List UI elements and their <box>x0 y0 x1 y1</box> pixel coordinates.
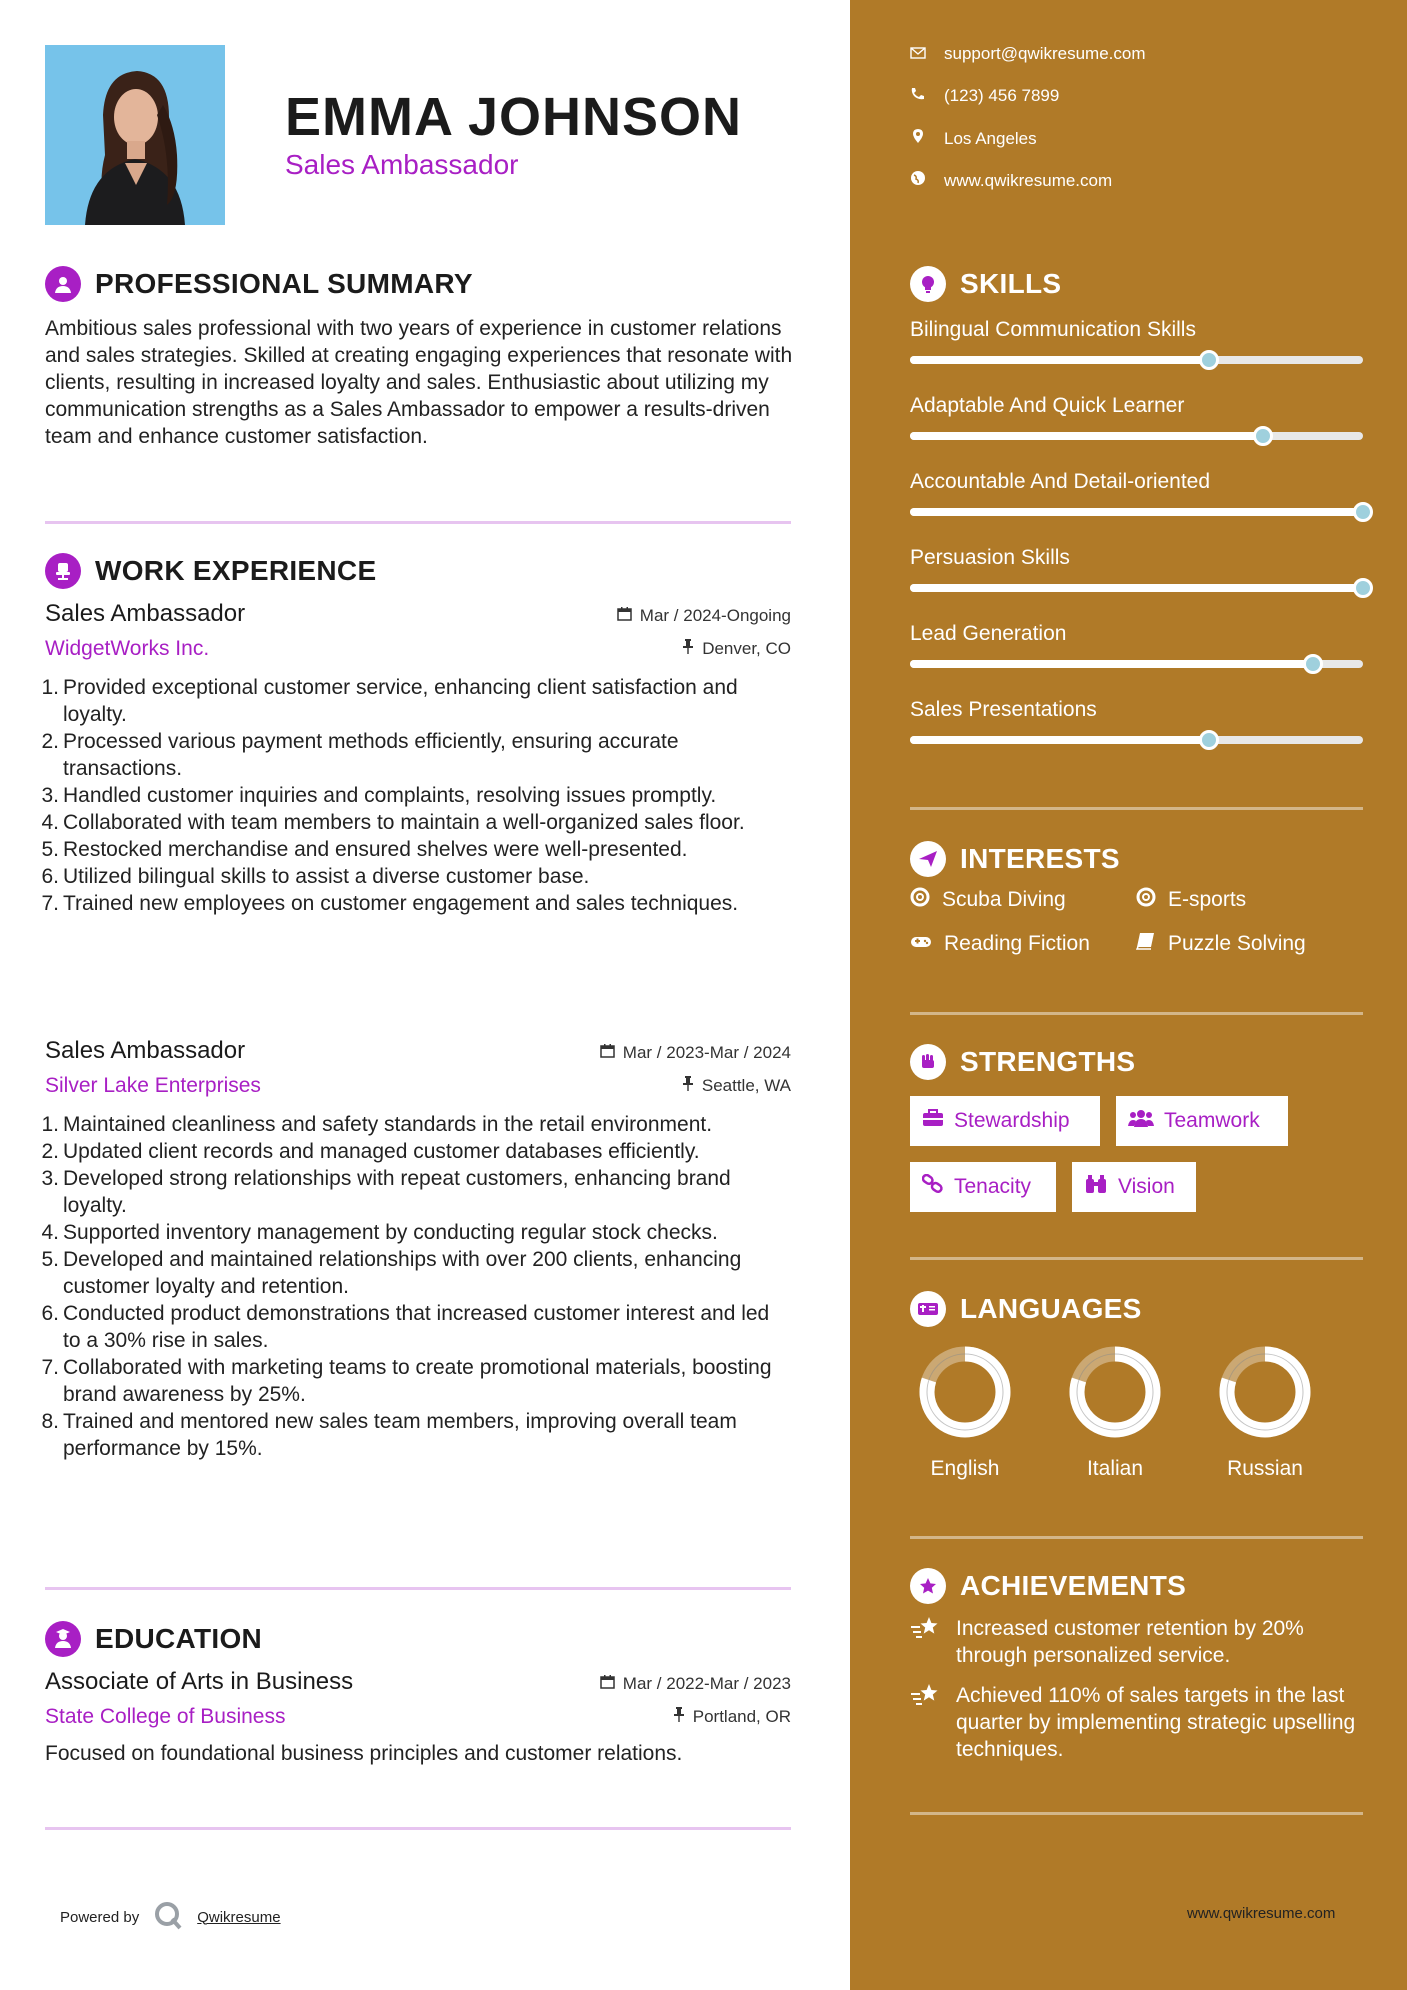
language-gauge-outline <box>927 1354 1003 1430</box>
strength-chip <box>910 1162 1056 1212</box>
strengths-heading <box>910 1044 1135 1080</box>
paper-plane-icon <box>910 841 946 877</box>
section-divider <box>910 1536 1363 1539</box>
skill-item <box>910 698 1363 744</box>
skill-level-bar <box>910 584 1363 592</box>
contact-phone <box>910 86 1059 106</box>
achievement-text: Increased customer retention by 20% through personalized service. <box>956 1617 1304 1667</box>
section-divider <box>45 521 791 524</box>
calendar-icon <box>600 1674 615 1694</box>
list-item: 7. Collaborated with marketing teams to create promotional materials, boosting brand awareness by 25%. <box>41 1356 772 1406</box>
briefcase-icon <box>922 1109 944 1133</box>
skill-label: Persuasion Skills <box>910 546 1070 569</box>
language-item <box>1060 1342 1170 1481</box>
language-level-gauge <box>910 1342 1020 1442</box>
powered-by <box>60 1900 281 1934</box>
interests-title: INTERESTS <box>960 843 1120 874</box>
skill-level-knob <box>1199 730 1219 750</box>
fist-icon <box>910 1044 946 1080</box>
language-label: English <box>930 1457 1000 1480</box>
skill-label: Adaptable And Quick Learner <box>910 394 1185 417</box>
job-title: Sales Ambassador <box>45 1037 246 1064</box>
contact-email <box>910 44 1146 64</box>
education-location <box>673 1707 791 1727</box>
skill-level-knob <box>1303 654 1323 674</box>
education-date-text: Mar / 2022-Mar / 2023 <box>622 1674 791 1693</box>
star-badge-icon <box>910 1568 946 1604</box>
job-role: Sales Ambassador <box>285 149 519 180</box>
lightbulb-icon <box>910 266 946 302</box>
skill-level-bar <box>910 356 1363 364</box>
job-location-text: Denver, CO <box>702 639 791 658</box>
strengths-title: STRENGTHS <box>960 1046 1136 1077</box>
qwikresume-link[interactable]: Qwikresume <box>197 1908 281 1926</box>
envelope-icon <box>910 44 926 64</box>
shooting-star-icon <box>910 1682 942 1763</box>
profile-photo <box>45 45 225 225</box>
contact-website <box>910 170 1112 191</box>
skill-level-bar <box>910 432 1363 440</box>
skill-level-fill <box>910 584 1363 592</box>
location-text: Los Angeles <box>944 128 1037 148</box>
summary-text: Ambitious sales professional with two years of experience in customer relations and sales strategies. Skilled at creating engaging experiences that resonate with clients, resulting in increased loyalty and sales. Enthusiastic about utilizing my communication strengths as a Sales Ambassador to empower a results-driven team and enhance customer satisfaction. <box>45 317 793 448</box>
globe-icon <box>910 170 926 191</box>
strength-chip <box>1116 1096 1288 1146</box>
list-item: 2. Processed various payment methods efficiently, ensuring accurate transactions. <box>41 730 679 780</box>
interest-item <box>910 932 1090 956</box>
location-pin-icon <box>910 128 926 149</box>
chair-icon <box>45 553 81 589</box>
skill-level-fill <box>910 508 1363 516</box>
job-company: Silver Lake Enterprises <box>45 1074 261 1097</box>
skill-label: Lead Generation <box>910 622 1067 645</box>
phone-icon <box>910 86 926 106</box>
skill-level-knob <box>1253 426 1273 446</box>
achievements-title: ACHIEVEMENTS <box>960 1570 1187 1601</box>
strength-label: Stewardship <box>954 1109 1070 1132</box>
calendar-icon <box>617 606 632 626</box>
section-divider <box>910 1257 1363 1260</box>
list-item: 5. Restocked merchandise and ensured shelves were well-presented. <box>41 838 688 861</box>
skills-title: SKILLS <box>960 268 1062 299</box>
skill-label: Accountable And Detail-oriented <box>910 470 1211 493</box>
qwikresume-logo-icon <box>153 1900 183 1934</box>
list-item: 6. Utilized bilingual skills to assist a diverse customer base. <box>41 865 590 888</box>
graduate-icon <box>45 1621 81 1657</box>
education-description: Focused on foundational business principles and customer relations. <box>45 1742 683 1765</box>
skill-level-bar <box>910 660 1363 668</box>
sidebar <box>850 0 1407 1990</box>
interest-label: E-sports <box>1168 888 1247 911</box>
gamepad-icon <box>910 932 932 956</box>
skill-item <box>910 622 1363 668</box>
skill-item <box>910 394 1363 440</box>
language-label: Russian <box>1227 1457 1303 1480</box>
skills-heading <box>910 266 1061 302</box>
language-gauge-outline <box>1077 1354 1153 1430</box>
language-level-gauge <box>1060 1342 1170 1442</box>
education-title: EDUCATION <box>95 1623 263 1654</box>
achievement-item <box>910 1615 1370 1669</box>
skill-level-bar <box>910 736 1363 744</box>
school: State College of Business <box>45 1705 286 1728</box>
strength-label: Tenacity <box>954 1175 1032 1198</box>
job-date-text: Mar / 2024-Ongoing <box>639 606 791 625</box>
list-item: 4. Supported inventory management by conducting regular stock checks. <box>41 1221 718 1244</box>
user-icon <box>45 266 81 302</box>
education-heading <box>45 1621 262 1657</box>
language-item <box>910 1342 1020 1481</box>
powered-by-label: Powered by <box>60 1908 140 1926</box>
skill-level-knob <box>1199 350 1219 370</box>
section-divider <box>45 1827 791 1830</box>
education-date <box>600 1674 791 1694</box>
job-location-text: Seattle, WA <box>701 1076 791 1095</box>
skill-level-fill <box>910 660 1313 668</box>
skill-item <box>910 546 1363 592</box>
job-location <box>682 1076 791 1096</box>
list-item: 2. Updated client records and managed customer databases efficiently. <box>41 1140 700 1163</box>
list-item: 7. Trained new employees on customer engagement and sales techniques. <box>41 892 739 915</box>
full-name: EMMA JOHNSON <box>285 87 743 147</box>
phone-text: (123) 456 7899 <box>944 86 1060 105</box>
language-label: Italian <box>1086 1457 1144 1480</box>
degree: Associate of Arts in Business <box>45 1668 354 1695</box>
achievement-item <box>910 1682 1370 1763</box>
summary-title: PROFESSIONAL SUMMARY <box>95 268 473 299</box>
book-icon <box>1136 932 1156 956</box>
skill-level-knob <box>1353 578 1373 598</box>
list-item: 8. Trained and mentored new sales team members, improving overall team performance by 15%. <box>41 1410 737 1460</box>
language-level-gauge <box>1210 1342 1320 1442</box>
skill-label: Bilingual Communication Skills <box>910 318 1196 341</box>
achievement-text: Achieved 110% of sales targets in the last quarter by implementing strategic upselling techniques. <box>956 1684 1356 1761</box>
section-divider <box>910 807 1363 810</box>
summary-heading <box>45 266 473 302</box>
skill-level-fill <box>910 432 1263 440</box>
skill-level-fill <box>910 736 1209 744</box>
job-entry <box>41 1037 791 1462</box>
email-text[interactable]: support@qwikresume.com <box>944 44 1146 63</box>
interest-item <box>1136 887 1246 913</box>
lifebuoy-icon <box>910 887 930 913</box>
list-item: 5. Developed and maintained relationships with over 200 clients, enhancing customer loyalty and retention. <box>41 1248 742 1298</box>
list-item: 3. Developed strong relationships with repeat customers, enhancing brand loyalty. <box>41 1167 731 1217</box>
education-entry <box>45 1668 791 1767</box>
contact-location <box>910 128 1037 149</box>
languages-heading <box>910 1291 1142 1327</box>
interest-label: Reading Fiction <box>944 932 1090 955</box>
achievements-heading <box>910 1568 1186 1604</box>
job-date <box>617 606 791 626</box>
skill-item <box>910 470 1363 516</box>
job-bullets <box>41 1111 791 1462</box>
list-item: 4. Collaborated with team members to maintain a well-organized sales floor. <box>41 811 745 834</box>
interest-label: Puzzle Solving <box>1168 932 1306 955</box>
pin-icon <box>673 1707 685 1727</box>
pin-icon <box>682 1076 694 1096</box>
list-item: 1. Provided exceptional customer service, enhancing client satisfaction and loyalty. <box>41 676 738 726</box>
list-item: 1. Maintained cleanliness and safety standards in the retail environment. <box>41 1113 713 1136</box>
job-date <box>600 1043 791 1063</box>
job-date-text: Mar / 2023-Mar / 2024 <box>622 1043 791 1062</box>
language-gauge-outline <box>1227 1354 1303 1430</box>
strength-chip <box>910 1096 1100 1146</box>
section-divider <box>910 1012 1363 1015</box>
section-divider <box>910 1812 1363 1815</box>
footer-url[interactable]: www.qwikresume.com <box>1187 1905 1336 1922</box>
education-location-text: Portland, OR <box>692 1707 791 1726</box>
strength-label: Teamwork <box>1164 1109 1260 1132</box>
interests-heading <box>910 841 1120 877</box>
lifebuoy-icon <box>1136 887 1156 913</box>
website-text[interactable]: www.qwikresume.com <box>944 170 1113 190</box>
section-divider <box>45 1587 791 1590</box>
skill-level-knob <box>1353 502 1373 522</box>
skill-level-fill <box>910 356 1209 364</box>
job-entry <box>41 600 791 917</box>
skill-level-bar <box>910 508 1363 516</box>
skill-item <box>910 318 1363 364</box>
binoculars-icon <box>1084 1174 1108 1200</box>
job-title: Sales Ambassador <box>45 600 246 627</box>
job-location <box>682 639 791 659</box>
interest-item <box>1136 932 1306 956</box>
strength-label: Vision <box>1118 1175 1175 1198</box>
calendar-icon <box>600 1043 615 1063</box>
strength-chip <box>1072 1162 1196 1212</box>
language-item <box>1210 1342 1320 1481</box>
users-icon <box>1128 1109 1154 1133</box>
list-item: 6. Conducted product demonstrations that increased customer interest and led to a 30% rise in sales. <box>41 1302 770 1352</box>
work-heading <box>45 553 376 589</box>
translate-icon <box>910 1291 946 1327</box>
work-title: WORK EXPERIENCE <box>95 555 377 586</box>
interest-item <box>910 887 1066 913</box>
languages-title: LANGUAGES <box>960 1293 1142 1324</box>
interest-label: Scuba Diving <box>942 888 1066 911</box>
job-bullets <box>41 674 791 917</box>
shooting-star-icon <box>910 1615 942 1669</box>
skill-label: Sales Presentations <box>910 698 1097 721</box>
list-item: 3. Handled customer inquiries and complaints, resolving issues promptly. <box>41 784 717 807</box>
pin-icon <box>682 639 694 659</box>
link-icon <box>922 1174 944 1200</box>
job-company: WidgetWorks Inc. <box>45 637 210 660</box>
